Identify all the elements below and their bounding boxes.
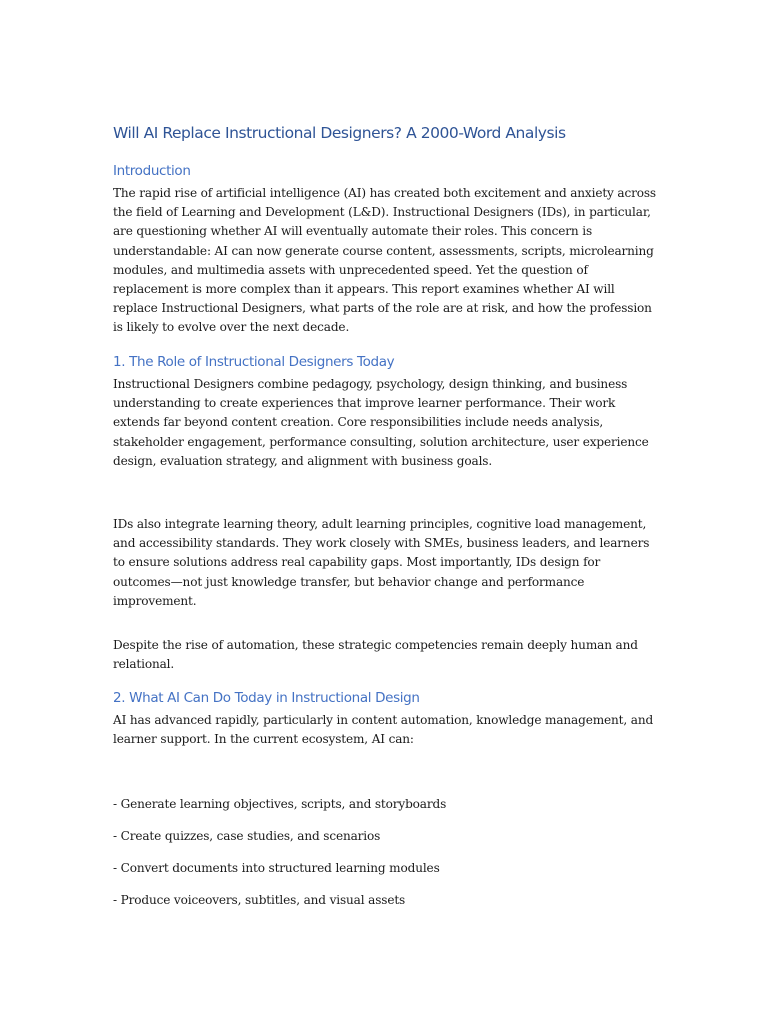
paragraph-role-1: Instructional Designers combine pedagogy, psychology, design thinking, and business understanding to create experiences that improve learner performance. Their work extends far beyond content creation. Core responsibilities include needs analysis, stakeholder engagement, performance consulting, solution architecture, user experience design, evaluation strategy, and alignment with business goals. <box>113 377 649 468</box>
paragraph-role-2: IDs also integrate learning theory, adult learning principles, cognitive load management, and accessibility standards. They work closely with SMEs, business leaders, and learners to ensure solutions address real capability gaps. Most importantly, IDs design for outcomes—not just knowledge transfer, but behavior change and performance improvement. <box>113 517 650 608</box>
paragraph-ai-today-1: AI has advanced rapidly, particularly in content automation, knowledge management, and learner support. In the current ecosystem, AI can: <box>113 713 654 747</box>
list-item: - Convert documents into structured learning modules <box>113 861 440 875</box>
document-title: Will AI Replace Instructional Designers? A 2000-Word Analysis <box>113 124 566 142</box>
list-item: - Produce voiceovers, subtitles, and visual assets <box>113 893 406 907</box>
section-heading-ai-today: 2. What AI Can Do Today in Instructional Design <box>113 690 420 706</box>
paragraph-role-3: Despite the rise of automation, these strategic competencies remain deeply human and relational. <box>113 638 638 672</box>
list-item: - Create quizzes, case studies, and scenarios <box>113 829 381 843</box>
list-item: - Generate learning objectives, scripts, and storyboards <box>113 797 447 811</box>
section-heading-role: 1. The Role of Instructional Designers Today <box>113 354 395 370</box>
section-heading-introduction: Introduction <box>113 163 191 179</box>
paragraph-introduction-1: The rapid rise of artificial intelligence (AI) has created both excitement and anxiety across the field of Learning and Development (L&D). Instructional Designers (IDs), in particular, are questioning whether AI will eventually automate their roles. This concern is understandable: AI can now generate course content, assessments, scripts, microlearning modules, and multimedia assets with unprecedented speed. Yet the question of replacement is more complex than it appears. This report examines whether AI will replace Instructional Designers, what parts of the role are at risk, and how the profession is likely to evolve over the next decade. <box>113 186 656 335</box>
